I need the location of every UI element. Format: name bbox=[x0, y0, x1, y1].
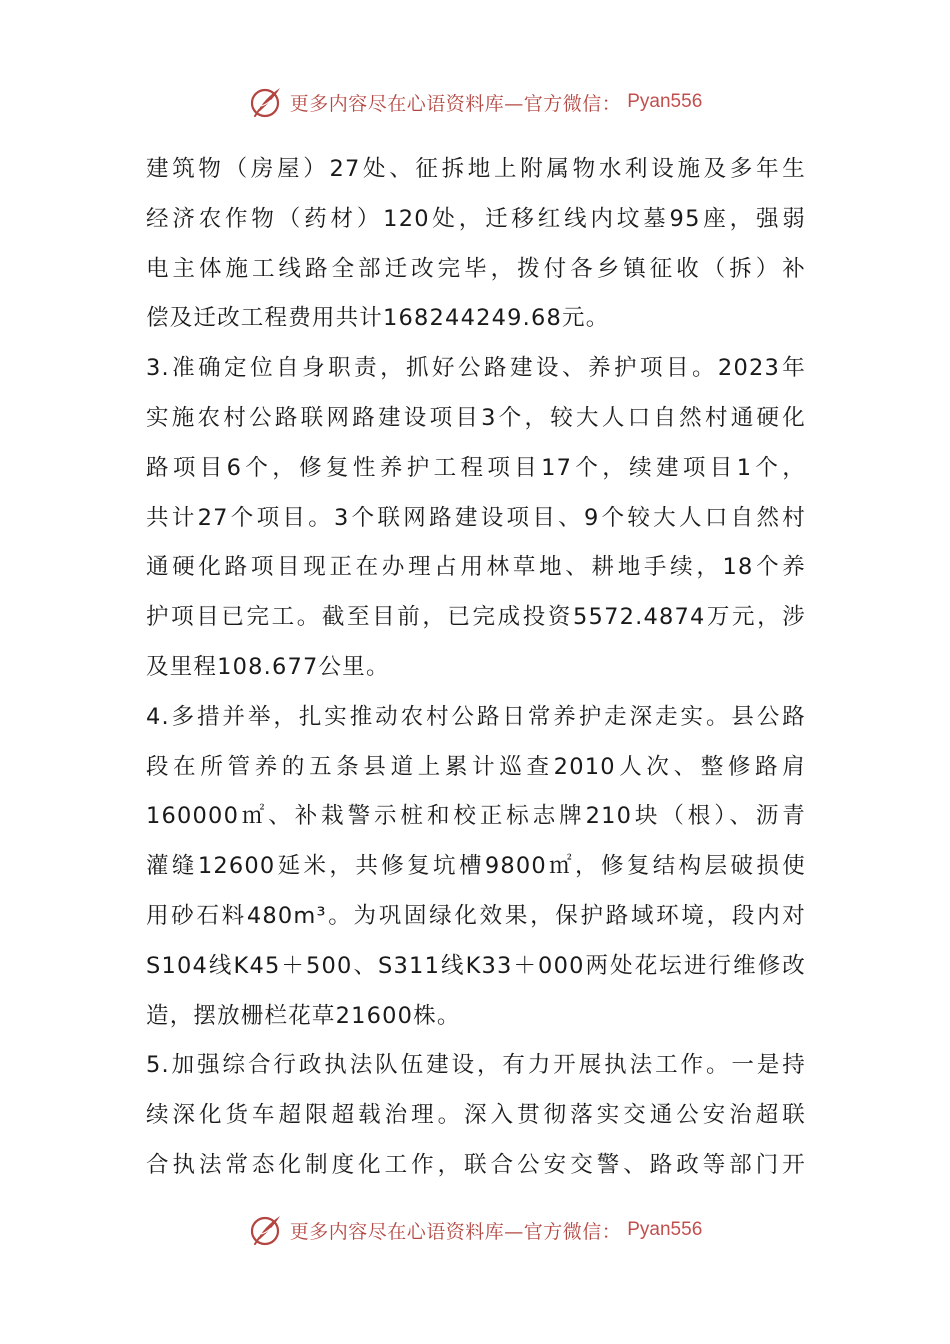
text-line: 续深化货车超限超载治理。深入贯彻落实交通公安治超联 bbox=[146, 1102, 806, 1129]
quill-logo-icon bbox=[248, 84, 284, 120]
text-line: 3.准确定位自身职责，抓好公路建设、养护项目。2023年 bbox=[146, 355, 806, 382]
text-line: 4.多措并举，扎实推动农村公路日常养护走深走实。县公路 bbox=[146, 703, 806, 730]
footer-banner-wechat-id: Pyan556 bbox=[627, 1219, 703, 1240]
text-line: 段在所管养的五条县道上累计巡查2010人次、整修路肩 bbox=[146, 753, 806, 780]
text-line: 经济农作物（药材）120处，迁移红线内坟墓95座，强弱 bbox=[146, 205, 806, 232]
text-line: 护项目已完工。截至目前，已完成投资5572.4874万元，涉 bbox=[146, 604, 806, 631]
text-line: 通硬化路项目现正在办理占用林草地、耕地手续，18个养 bbox=[146, 554, 806, 581]
paragraph-1 bbox=[146, 145, 806, 344]
text-line: 5.加强综合行政执法队伍建设，有力开展执法工作。一是持 bbox=[146, 1052, 806, 1079]
text-line: 电主体施工线路全部迁改完毕，拨付各乡镇征收（拆）补 bbox=[146, 255, 806, 282]
text-line: 建筑物（房屋）27处、征拆地上附属物水利设施及多年生 bbox=[146, 156, 806, 182]
text-line: 用砂石料480m³。为巩固绿化效果，保护路域环境，段内对 bbox=[146, 902, 806, 929]
text-line: 共计27个项目。3个联网路建设项目、9个较大人口自然村 bbox=[146, 504, 806, 531]
footer-banner-text: 更多内容尽在心语资料库—官方微信： bbox=[289, 1220, 622, 1243]
header-banner-text: 更多内容尽在心语资料库—官方微信： bbox=[289, 92, 622, 115]
text-line: 及里程108.677公里。 bbox=[146, 653, 390, 680]
text-line: 偿及迁改工程费用共计168244249.68元。 bbox=[146, 305, 610, 332]
document-body bbox=[146, 145, 806, 1191]
text-line: 实施农村公路联网路建设项目3个，较大人口自然村通硬化 bbox=[146, 404, 806, 431]
paragraph-4 bbox=[146, 1041, 806, 1190]
text-line: S104线K45＋500、S311线K33＋000两处花坛进行维修改 bbox=[146, 952, 806, 979]
text-line: 灌缝12600延米，共修复坑槽9800㎡，修复结构层破损使 bbox=[146, 853, 806, 880]
header-banner bbox=[0, 82, 950, 122]
text-line: 路项目6个，修复性养护工程项目17个，续建项目1个， bbox=[146, 454, 806, 481]
quill-logo-icon bbox=[248, 1212, 284, 1248]
text-line: 造，摆放栅栏花草21600株。 bbox=[146, 1002, 461, 1029]
text-line: 合执法常态化制度化工作，联合公安交警、路政等部门开 bbox=[146, 1151, 806, 1178]
paragraph-3 bbox=[146, 693, 806, 1042]
text-line: 160000㎡、补栽警示桩和校正标志牌210块（根）、沥青 bbox=[146, 803, 806, 830]
paragraph-2 bbox=[146, 344, 806, 693]
header-banner-wechat-id: Pyan556 bbox=[627, 91, 703, 112]
footer-banner bbox=[0, 1210, 950, 1250]
